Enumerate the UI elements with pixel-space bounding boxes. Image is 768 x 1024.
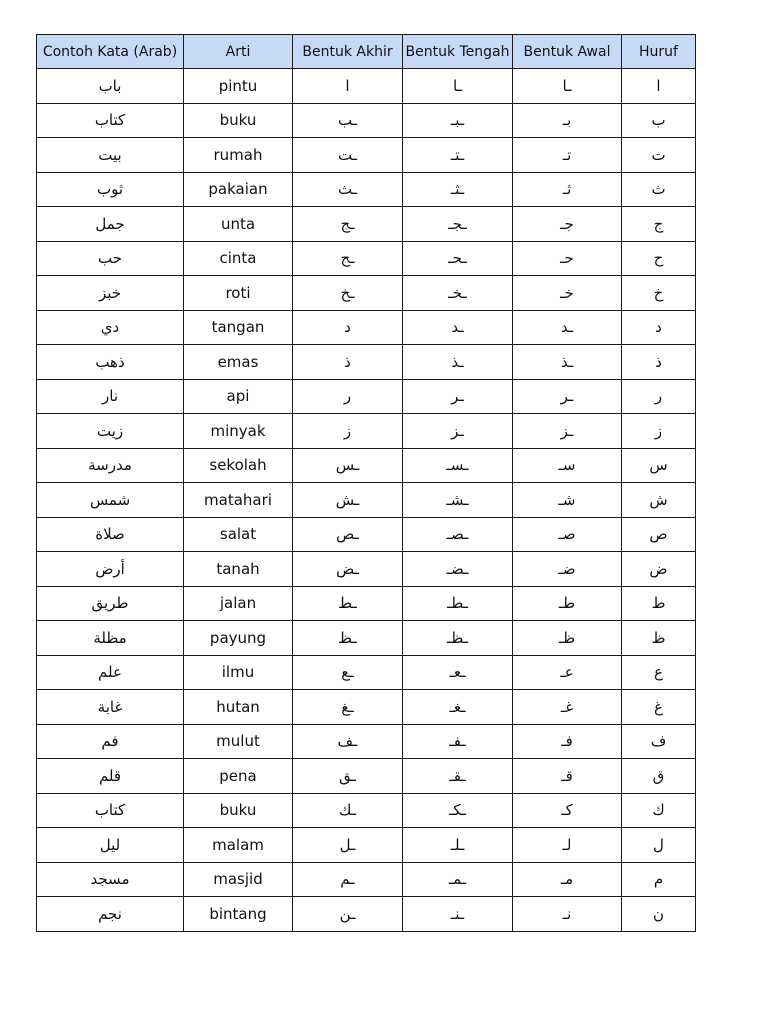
cell-bentuk-akhir: ز bbox=[293, 414, 403, 449]
cell-bentuk-awal: شـ bbox=[513, 483, 622, 518]
cell-bentuk-tengah: ـقـ bbox=[403, 759, 513, 794]
cell-bentuk-akhir: ـك bbox=[293, 793, 403, 828]
cell-bentuk-awal: ثـ bbox=[513, 172, 622, 207]
table-row bbox=[37, 793, 696, 828]
cell-huruf: ظ bbox=[622, 621, 696, 656]
cell-bentuk-akhir: د bbox=[293, 310, 403, 345]
cell-arti: bintang bbox=[184, 897, 293, 932]
cell-huruf: ا bbox=[622, 69, 696, 104]
cell-contoh-kata: كتاب bbox=[37, 793, 184, 828]
cell-bentuk-awal: ـر bbox=[513, 379, 622, 414]
cell-bentuk-akhir: ـض bbox=[293, 552, 403, 587]
cell-huruf: ف bbox=[622, 724, 696, 759]
cell-contoh-kata: نار bbox=[37, 379, 184, 414]
cell-arti: masjid bbox=[184, 862, 293, 897]
cell-bentuk-tengah: ـسـ bbox=[403, 448, 513, 483]
cell-bentuk-tengah: ـر bbox=[403, 379, 513, 414]
cell-huruf: ق bbox=[622, 759, 696, 794]
cell-bentuk-akhir: ـم bbox=[293, 862, 403, 897]
table-row bbox=[37, 448, 696, 483]
table-row bbox=[37, 862, 696, 897]
cell-contoh-kata: فم bbox=[37, 724, 184, 759]
table-row bbox=[37, 310, 696, 345]
cell-huruf: ع bbox=[622, 655, 696, 690]
cell-arti: tangan bbox=[184, 310, 293, 345]
cell-bentuk-akhir: ر bbox=[293, 379, 403, 414]
cell-bentuk-akhir: ذ bbox=[293, 345, 403, 380]
cell-huruf: ب bbox=[622, 103, 696, 138]
cell-arti: jalan bbox=[184, 586, 293, 621]
cell-bentuk-awal: قـ bbox=[513, 759, 622, 794]
cell-bentuk-awal: ظـ bbox=[513, 621, 622, 656]
table-row bbox=[37, 621, 696, 656]
cell-arti: malam bbox=[184, 828, 293, 863]
cell-contoh-kata: بيت bbox=[37, 138, 184, 173]
header-bentuk-awal: Bentuk Awal bbox=[513, 35, 622, 69]
cell-huruf: م bbox=[622, 862, 696, 897]
cell-arti: hutan bbox=[184, 690, 293, 725]
table-row bbox=[37, 483, 696, 518]
cell-arti: rumah bbox=[184, 138, 293, 173]
table-row bbox=[37, 828, 696, 863]
cell-huruf: خ bbox=[622, 276, 696, 311]
cell-bentuk-tengah: ـصـ bbox=[403, 517, 513, 552]
cell-bentuk-awal: ضـ bbox=[513, 552, 622, 587]
header-huruf: Huruf bbox=[622, 35, 696, 69]
cell-bentuk-akhir: ـت bbox=[293, 138, 403, 173]
table-row bbox=[37, 379, 696, 414]
cell-bentuk-tengah: ـفـ bbox=[403, 724, 513, 759]
cell-contoh-kata: أرض bbox=[37, 552, 184, 587]
cell-huruf: ز bbox=[622, 414, 696, 449]
cell-bentuk-awal: عـ bbox=[513, 655, 622, 690]
cell-contoh-kata: طريق bbox=[37, 586, 184, 621]
cell-bentuk-tengah: ـكـ bbox=[403, 793, 513, 828]
cell-huruf: غ bbox=[622, 690, 696, 725]
cell-bentuk-akhir: ا bbox=[293, 69, 403, 104]
header-bentuk-tengah: Bentuk Tengah bbox=[403, 35, 513, 69]
cell-bentuk-akhir: ـغ bbox=[293, 690, 403, 725]
cell-bentuk-tengah: ـثـ bbox=[403, 172, 513, 207]
cell-bentuk-akhir: ـح bbox=[293, 241, 403, 276]
cell-contoh-kata: قلم bbox=[37, 759, 184, 794]
cell-bentuk-tengah: ـضـ bbox=[403, 552, 513, 587]
table-row bbox=[37, 724, 696, 759]
table-row bbox=[37, 690, 696, 725]
cell-contoh-kata: نجم bbox=[37, 897, 184, 932]
table-row bbox=[37, 172, 696, 207]
cell-huruf: ت bbox=[622, 138, 696, 173]
cell-bentuk-tengah: ـز bbox=[403, 414, 513, 449]
cell-huruf: ك bbox=[622, 793, 696, 828]
header-contoh-kata: Contoh Kata (Arab) bbox=[37, 35, 184, 69]
table-row bbox=[37, 69, 696, 104]
cell-bentuk-akhir: ـط bbox=[293, 586, 403, 621]
cell-bentuk-tengah: ـلـ bbox=[403, 828, 513, 863]
table-row bbox=[37, 586, 696, 621]
table-row bbox=[37, 655, 696, 690]
cell-huruf: ن bbox=[622, 897, 696, 932]
table-row bbox=[37, 207, 696, 242]
table-row bbox=[37, 276, 696, 311]
cell-contoh-kata: ثوب bbox=[37, 172, 184, 207]
cell-bentuk-tengah: ـجـ bbox=[403, 207, 513, 242]
cell-arti: api bbox=[184, 379, 293, 414]
cell-bentuk-awal: مـ bbox=[513, 862, 622, 897]
cell-huruf: د bbox=[622, 310, 696, 345]
cell-arti: ilmu bbox=[184, 655, 293, 690]
cell-bentuk-awal: صـ bbox=[513, 517, 622, 552]
cell-bentuk-akhir: ـل bbox=[293, 828, 403, 863]
cell-contoh-kata: دي bbox=[37, 310, 184, 345]
cell-huruf: ث bbox=[622, 172, 696, 207]
cell-arti: sekolah bbox=[184, 448, 293, 483]
cell-huruf: ج bbox=[622, 207, 696, 242]
header-row bbox=[37, 35, 696, 69]
cell-contoh-kata: شمس bbox=[37, 483, 184, 518]
cell-arti: matahari bbox=[184, 483, 293, 518]
cell-bentuk-tengah: ـغـ bbox=[403, 690, 513, 725]
cell-bentuk-tengah: ـتـ bbox=[403, 138, 513, 173]
cell-contoh-kata: جمل bbox=[37, 207, 184, 242]
cell-contoh-kata: ذهب bbox=[37, 345, 184, 380]
table-row bbox=[37, 759, 696, 794]
cell-bentuk-akhir: ـق bbox=[293, 759, 403, 794]
cell-bentuk-tengah: ـخـ bbox=[403, 276, 513, 311]
cell-arti: cinta bbox=[184, 241, 293, 276]
cell-bentuk-awal: غـ bbox=[513, 690, 622, 725]
cell-bentuk-tengah: ـد bbox=[403, 310, 513, 345]
cell-bentuk-tengah: ـطـ bbox=[403, 586, 513, 621]
cell-bentuk-tengah: ـبـ bbox=[403, 103, 513, 138]
cell-contoh-kata: مدرسة bbox=[37, 448, 184, 483]
cell-arti: roti bbox=[184, 276, 293, 311]
table-body bbox=[37, 69, 696, 932]
cell-arti: buku bbox=[184, 103, 293, 138]
cell-contoh-kata: زيت bbox=[37, 414, 184, 449]
cell-bentuk-awal: ـا bbox=[513, 69, 622, 104]
cell-bentuk-tengah: ـشـ bbox=[403, 483, 513, 518]
spreadsheet-page bbox=[36, 34, 695, 932]
cell-arti: pakaian bbox=[184, 172, 293, 207]
cell-bentuk-awal: ـذ bbox=[513, 345, 622, 380]
cell-arti: emas bbox=[184, 345, 293, 380]
cell-bentuk-awal: طـ bbox=[513, 586, 622, 621]
cell-contoh-kata: صلاة bbox=[37, 517, 184, 552]
cell-arti: payung bbox=[184, 621, 293, 656]
cell-bentuk-awal: بـ bbox=[513, 103, 622, 138]
cell-bentuk-awal: جـ bbox=[513, 207, 622, 242]
cell-arti: pena bbox=[184, 759, 293, 794]
cell-bentuk-akhir: ـظ bbox=[293, 621, 403, 656]
cell-bentuk-tengah: ـمـ bbox=[403, 862, 513, 897]
cell-bentuk-awal: ـز bbox=[513, 414, 622, 449]
table-row bbox=[37, 103, 696, 138]
cell-bentuk-akhir: ـش bbox=[293, 483, 403, 518]
cell-contoh-kata: خبز bbox=[37, 276, 184, 311]
cell-bentuk-awal: خـ bbox=[513, 276, 622, 311]
hijaiyah-table bbox=[36, 34, 696, 932]
cell-huruf: ص bbox=[622, 517, 696, 552]
cell-arti: pintu bbox=[184, 69, 293, 104]
cell-bentuk-akhir: ـن bbox=[293, 897, 403, 932]
cell-arti: mulut bbox=[184, 724, 293, 759]
table-row bbox=[37, 552, 696, 587]
cell-bentuk-akhir: ـخ bbox=[293, 276, 403, 311]
cell-huruf: ل bbox=[622, 828, 696, 863]
table-row bbox=[37, 138, 696, 173]
cell-arti: minyak bbox=[184, 414, 293, 449]
cell-contoh-kata: علم bbox=[37, 655, 184, 690]
cell-bentuk-awal: نـ bbox=[513, 897, 622, 932]
cell-arti: unta bbox=[184, 207, 293, 242]
table-row bbox=[37, 414, 696, 449]
cell-arti: tanah bbox=[184, 552, 293, 587]
cell-bentuk-tengah: ـنـ bbox=[403, 897, 513, 932]
header-arti: Arti bbox=[184, 35, 293, 69]
cell-contoh-kata: مظلة bbox=[37, 621, 184, 656]
cell-huruf: ش bbox=[622, 483, 696, 518]
cell-bentuk-awal: كـ bbox=[513, 793, 622, 828]
cell-bentuk-akhir: ـص bbox=[293, 517, 403, 552]
cell-bentuk-awal: لـ bbox=[513, 828, 622, 863]
cell-bentuk-akhir: ـف bbox=[293, 724, 403, 759]
table-row bbox=[37, 345, 696, 380]
cell-huruf: ر bbox=[622, 379, 696, 414]
cell-huruf: ط bbox=[622, 586, 696, 621]
cell-contoh-kata: مسجد bbox=[37, 862, 184, 897]
cell-arti: buku bbox=[184, 793, 293, 828]
cell-bentuk-tengah: ـظـ bbox=[403, 621, 513, 656]
cell-bentuk-awal: تـ bbox=[513, 138, 622, 173]
header-bentuk-akhir: Bentuk Akhir bbox=[293, 35, 403, 69]
cell-bentuk-awal: ـد bbox=[513, 310, 622, 345]
cell-bentuk-akhir: ـع bbox=[293, 655, 403, 690]
cell-bentuk-akhir: ـب bbox=[293, 103, 403, 138]
cell-contoh-kata: ليل bbox=[37, 828, 184, 863]
cell-bentuk-akhir: ـس bbox=[293, 448, 403, 483]
cell-arti: salat bbox=[184, 517, 293, 552]
table-row bbox=[37, 897, 696, 932]
cell-bentuk-akhir: ـث bbox=[293, 172, 403, 207]
table-row bbox=[37, 241, 696, 276]
table-row bbox=[37, 517, 696, 552]
cell-bentuk-tengah: ـعـ bbox=[403, 655, 513, 690]
cell-bentuk-awal: فـ bbox=[513, 724, 622, 759]
cell-contoh-kata: غابة bbox=[37, 690, 184, 725]
cell-bentuk-akhir: ـج bbox=[293, 207, 403, 242]
cell-contoh-kata: باب bbox=[37, 69, 184, 104]
cell-bentuk-tengah: ـا bbox=[403, 69, 513, 104]
cell-huruf: س bbox=[622, 448, 696, 483]
cell-huruf: ض bbox=[622, 552, 696, 587]
cell-bentuk-awal: سـ bbox=[513, 448, 622, 483]
cell-bentuk-tengah: ـحـ bbox=[403, 241, 513, 276]
cell-huruf: ح bbox=[622, 241, 696, 276]
cell-contoh-kata: كتاب bbox=[37, 103, 184, 138]
cell-huruf: ذ bbox=[622, 345, 696, 380]
cell-bentuk-awal: حـ bbox=[513, 241, 622, 276]
cell-bentuk-tengah: ـذ bbox=[403, 345, 513, 380]
cell-contoh-kata: حب bbox=[37, 241, 184, 276]
